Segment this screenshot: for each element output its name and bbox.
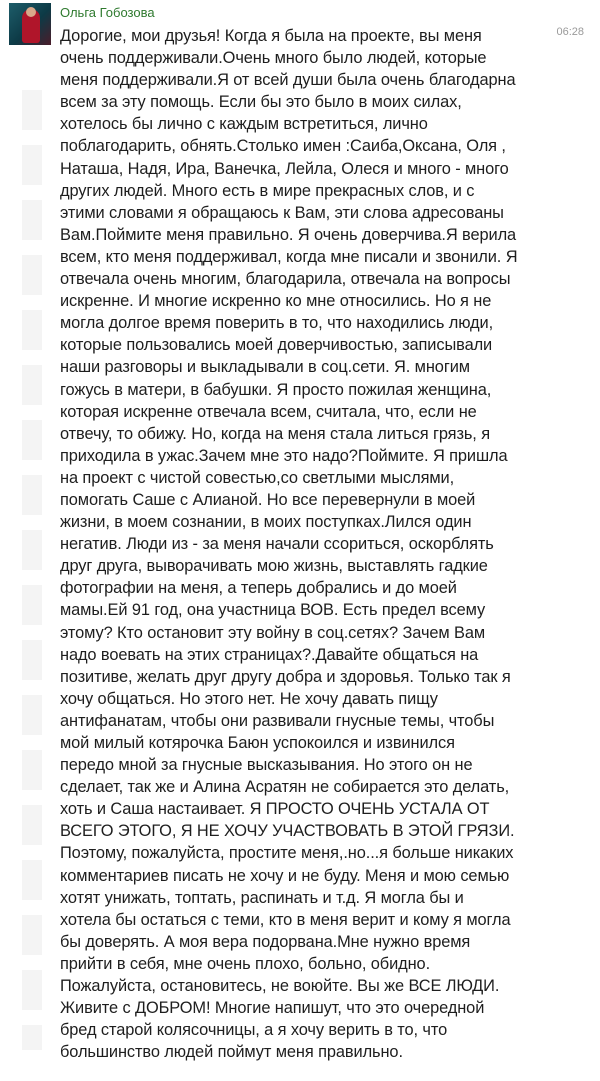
text-line: хотела бы остаться с теми, кто в меня верит и кому я могла (60, 910, 511, 929)
text-line: поблагодарить, обнять.Столько имен :Саиба,Оксана, Оля , (60, 137, 506, 156)
author-name[interactable]: Ольга Гобозова (60, 5, 155, 20)
watermark (22, 90, 42, 1050)
text-line: могла долгое время поверить в то, что находились люди, (60, 314, 494, 333)
text-line: надо воевать на этих страницах?.Давайте общаться на (60, 645, 479, 664)
text-line: Живите с ДОБРОМ! Многие напишут, что это очередной (60, 999, 485, 1018)
text-line: этому? Кто остановит эту войну в соц.сетях? Зачем Вам (60, 623, 486, 642)
text-line: большинство людей поймут меня правильно. (60, 1043, 403, 1062)
text-line: комментариев писать не хочу и не буду. Меня и мою семью (60, 866, 510, 885)
text-line: отвечала очень многим, благодарила, отвечала на вопросы (60, 270, 511, 289)
text-line: бред старой колясочницы, а я хочу верить в то, что (60, 1021, 448, 1040)
text-line: меня поддерживали.Я от всей души была очень благодарна (60, 71, 516, 90)
text-line: мамы.Ей 91 год, она участница ВОВ. Есть предел всему (60, 601, 486, 620)
text-line: всем за эту помощь. Если бы это было в моих силах, (60, 93, 462, 112)
text-line: прийти в себя, мне очень плохо, больно, обидно. (60, 954, 431, 973)
text-line: фотографии на меня, а теперь добрались и до моей (60, 579, 457, 598)
text-line: бы доверять. А моя вера подорвана.Мне нужно время (60, 932, 471, 951)
avatar-head (26, 7, 36, 17)
text-line: приходила в ужас.Зачем мне это надо?Поймите. Я пришла (60, 446, 508, 465)
text-line: позитиве, желать друг другу добра и здоровья. Только так я (60, 667, 511, 686)
text-line: хочу общаться. Но этого нет. Не хочу давать пищу (60, 689, 438, 708)
text-line: хотелось бы лично с каждым встретиться, лично (60, 115, 428, 134)
text-line: отвечу, то обижу. Но, когда на меня стала литься грязь, я (60, 424, 490, 443)
text-line: Дорогие, мои друзья! Когда я была на проекте, вы меня (60, 27, 482, 45)
text-line: Вам.Поймите меня правильно. Я очень доверчива.Я верила (60, 225, 517, 244)
text-line: Наташа, Надя, Ира, Ванечка, Лейла, Олеся и много - много (60, 159, 509, 178)
text-line: очень поддерживали.Очень много было людей, которые (60, 49, 487, 68)
text-line: ВСЕГО ЭТОГО, Я НЕ ХОЧУ УЧАСТВОВАТЬ В ЭТОЙ ГРЯЗИ. (60, 822, 515, 841)
text-line: друг друга, выворачивать мою жизнь, выставлять гадкие (60, 557, 488, 576)
text-line: Пожалуйста, остановитесь, не воюйте. Вы же ВСЕ ЛЮДИ. (60, 977, 500, 996)
text-line: других людей. Много есть в мире прекрасных слов, и с (60, 181, 475, 200)
text-line: этими словами я обращаюсь к Вам, эти слова адресованы (60, 203, 504, 222)
text-line: которые пользовались моей доверчивостью, записывали (60, 336, 493, 355)
text-line: антифанатам, чтобы они развивали гнусные темы, чтобы (60, 711, 495, 730)
text-line: Поэтому, пожалуйста, простите меня,.но...я больше никаких (60, 844, 514, 863)
text-line: которая искренне отвечала всем, считала, что, если не (60, 402, 477, 421)
text-line: на проект с чистой совестью,со светлыми мыслями, (60, 468, 455, 487)
message-timestamp: 06:28 (556, 26, 584, 38)
text-line: передо мной за гнусные высказывания. Но этого он не (60, 756, 473, 775)
text-line: жизни, в моем сознании, в моих поступках.Лился один (60, 513, 472, 532)
text-line: искренне. И многие искренно ко мне относились. Но я не (60, 292, 492, 311)
text-line: хотят унижать, топтать, распинать и т.д. Я могла бы и (60, 888, 464, 907)
text-line: негатив. Люди из - за меня начали ссориться, оскорблять (60, 535, 494, 554)
text-line: гожусь в матери, в бабушки. Я просто пожилая женщина, (60, 380, 492, 399)
text-line: сделает, так же и Алина Асратян не собирается это делать, (60, 778, 510, 797)
text-line: всем, кто меня поддерживал, когда мне писали и звонили. Я (60, 247, 518, 266)
text-line: помогать Саше с Алианой. Но все перевернули в моей (60, 490, 476, 509)
avatar[interactable] (9, 3, 51, 45)
text-line: мой милый котярочка Баюн успокоился и извинился (60, 734, 455, 752)
text-line: хоть и Саша настаивает. Я ПРОСТО ОЧЕНЬ УСТАЛА ОТ (60, 800, 490, 819)
text-line: наши разговоры и выкладывали в соц.сети. Я. многим (60, 358, 470, 377)
message-text (60, 25, 550, 1063)
